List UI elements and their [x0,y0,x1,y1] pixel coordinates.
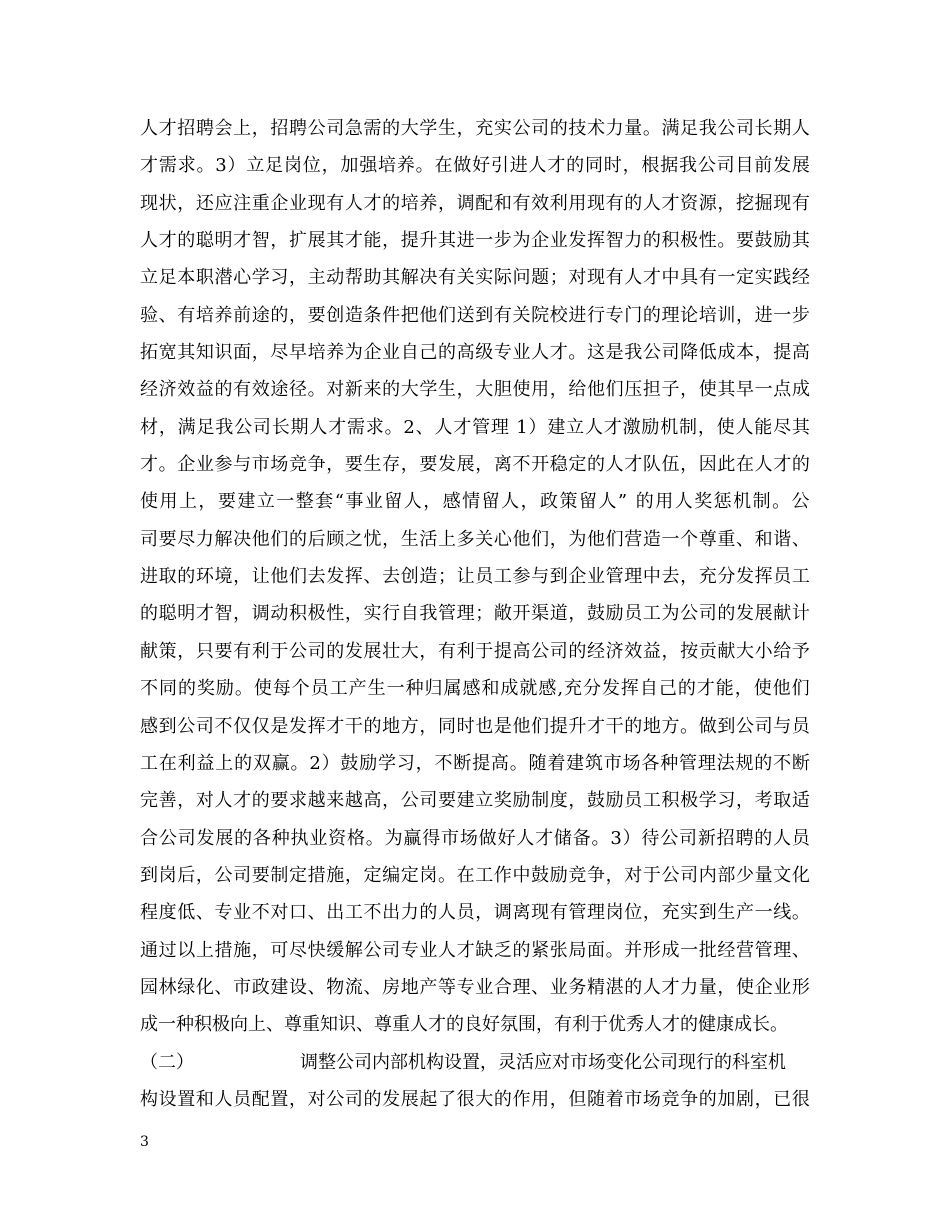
text-line: 到 岗 后 ， 公 司 要 制 定 措 施 ， 定 编 定 岗 。 在 工 作 中 鼓 励 竞 争 ， 对 于 公 司 内 部 少 量 文 化 [140,864,810,886]
text-line: 立 足 本 职 潜 心 学 习 ， 主 动 帮 助 其 解 决 有 关 实 际 问 题 ； 对 现 有 人 才 中 具 有 一 定 实 践 经 [140,267,810,289]
text-line: 感 到 公 司 不 仅 仅 是 发 挥 才 干 的 地 方 ， 同 时 也 是 他 们 提 升 才 干 的 地 方 。 做 到 公 司 与 员 [140,715,810,737]
text-line: 园 林 绿 化 、 市 政 建 设 、 物 流 、 房 地 产 等 专 业 合 理 、 业 务 精 湛 的 人 才 力 量 ， 使 企 业 形 [140,976,810,998]
text-line: 拓 宽 其 知 识 面 ， 尽 早 培 养 为 企 业 自 己 的 高 级 专 业 人 才 。 这 是 我 公 司 降 低 成 本 ， 提 高 [140,342,810,364]
text-line: 验 、 有 培 养 前 途 的 ， 要 创 造 条 件 把 他 们 送 到 有 关 院 校 进 行 专 门 的 理 论 培 训 ， 进 一 步 [140,304,810,326]
text-line: 不 同 的 奖 励 。 使 每 个 员 工 产 生 一 种 归 属 感 和 成 就 感 , 充 分 发 挥 自 己 的 才 能 ， 使 他 们 [140,678,810,700]
section-number: （二） [140,1051,194,1073]
text-line: 成一种积极向上、尊重知识、尊重人才的良好氛围，有利于优秀人才的健康成长。 [140,1014,788,1036]
text-line: 献 策 ， 只 要 有 利 于 公 司 的 发 展 壮 大 ， 有 利 于 提 高 公 司 的 经 济 效 益 ， 按 贡 献 大 小 给 予 [140,640,810,662]
text-line: 使 用 上 ， 要 建 立 一 整 套 “ 事 业 留 人 ， 感 情 留 人 ， 政 策 留 人 ” 的 用 人 奖 惩 机 制 。 公 [140,491,810,513]
text-line: 才 需 求 。 3 ） 立 足 岗 位 ， 加 强 培 养 。 在 做 好 引 进 人 才 的 同 时 ， 根 据 我 公 司 目 前 发 展 [140,155,810,177]
text-line: 司 要 尽 力 解 决 他 们 的 后 顾 之 忧 ， 生 活 上 多 关 心 他 们 ， 为 他 们 营 造 一 个 尊 重 、 和 谐 、 [140,528,810,550]
text-line: 人 才 的 聪 明 才 智 ， 扩 展 其 才 能 ， 提 升 其 进 一 步 为 企 业 发 挥 智 力 的 积 极 性 。 要 鼓 励 其 [140,230,810,252]
text-line: 才 。 企 业 参 与 市 场 竞 争 ， 要 生 存 ， 要 发 展 ， 离 不 开 稳 定 的 人 才 队 伍 ， 因 此 在 人 才 的 [140,454,810,476]
text-line: 材 ， 满 足 我 公 司 长 期 人 才 需 求 。 2 、 人 才 管 理 1 ） 建 立 人 才 激 励 机 制 ， 使 人 能 尽 其 [140,416,810,438]
text-line: 通 过 以 上 措 施 ， 可 尽 快 缓 解 公 司 专 业 人 才 缺 乏 的 紧 张 局 面 。 并 形 成 一 批 经 营 管 理 、 [140,939,810,961]
text-line: 经 济 效 益 的 有 效 途 径 。 对 新 来 的 大 学 生 ， 大 胆 使 用 ， 给 他 们 压 担 子 ， 使 其 早 一 点 成 [140,379,810,401]
text-line: 人 才 招 聘 会 上 ， 招 聘 公 司 急 需 的 大 学 生 ， 充 实 公 司 的 技 术 力 量 。 满 足 我 公 司 长 期 人 [140,118,810,139]
text-line: 现 状 ， 还 应 注 重 企 业 现 有 人 才 的 培 养 ， 调 配 和 有 效 利 用 现 有 的 人 才 资 源 ， 挖 掘 现 有 [140,192,810,214]
text-line: 工 在 利 益 上 的 双 赢 。 2 ） 鼓 励 学 习 ， 不 断 提 高 。 随 着 建 筑 市 场 各 种 管 理 法 规 的 不 断 [140,752,810,774]
page-number: 3 [140,1134,149,1150]
text-line: 完 善 ， 对 人 才 的 要 求 越 来 越 高 ， 公 司 要 建 立 奖 励 制 度 ， 鼓 励 员 工 积 极 学 习 ， 考 取 适 [140,790,810,812]
text-line: 的 聪 明 才 智 ， 调 动 积 极 性 ， 实 行 自 我 管 理 ； 敞 开 渠 道 ， 鼓 励 员 工 为 公 司 的 发 展 献 计 [140,603,810,625]
text-line: 构 设 置 和 人 员 配 置 ， 对 公 司 的 发 展 起 了 很 大 的 作 用 ， 但 随 着 市 场 竞 争 的 加 剧 ， 已 很 [140,1088,810,1110]
text-line: 合 公 司 发 展 的 各 种 执 业 资 格 。 为 赢 得 市 场 做 好 人 才 储 备 。 3 ） 待 公 司 新 招 聘 的 人 员 [140,827,810,849]
text-line: 程 度 低 、 专 业 不 对 口 、 出 工 不 出 力 的 人 员 ， 调 离 现 有 管 理 岗 位 ， 充 实 到 生 产 一 线 。 [140,902,810,924]
body-text [140,110,810,1118]
section-heading-line [140,1044,810,1081]
text-line: 进 取 的 环 境 ， 让 他 们 去 发 挥 、 去 创 造 ； 让 员 工 参 与 到 企 业 管 理 中 去 ， 充 分 发 挥 员 工 [140,566,810,588]
section-heading-text: 调整公司内部机构设置，灵活应对市场变化公司现行的科室机 [300,1051,786,1073]
